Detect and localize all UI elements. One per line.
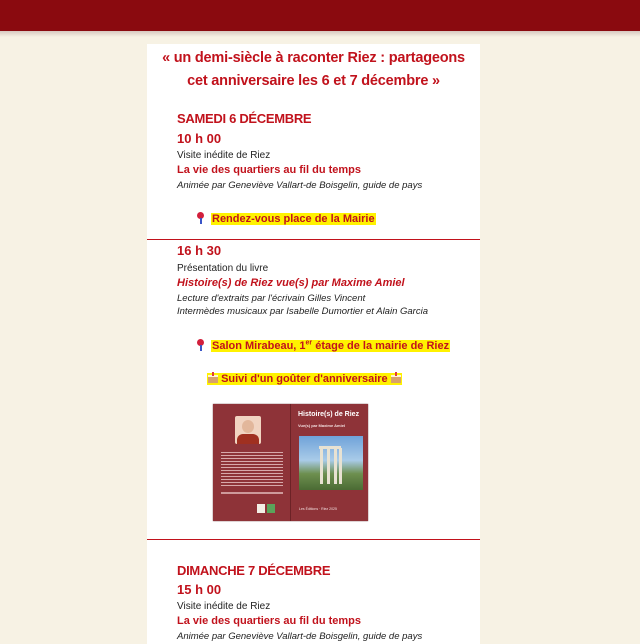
- back-cover-text: [221, 452, 283, 486]
- column: [320, 448, 323, 484]
- ruins-photo: [299, 436, 363, 490]
- author-portrait: [235, 416, 261, 444]
- column: [334, 448, 337, 484]
- book-title: Histoire(s) de Riez: [298, 411, 360, 418]
- saturday-event2-time: 16 h 30: [177, 243, 222, 258]
- section-divider: [147, 539, 480, 540]
- sunday-event1-title: La vie des quartiers au fil du temps: [177, 615, 361, 627]
- saturday-event1-location: [195, 209, 376, 227]
- book-spine: [290, 404, 291, 521]
- round-pushpin-icon: [195, 339, 205, 351]
- saturday-event1-title: La vie des quartiers au fil du temps: [177, 164, 361, 176]
- saturday-event1-location-text: Rendez-vous place de la Mairie: [212, 213, 375, 225]
- saturday-event2-location: [195, 336, 450, 354]
- saturday-event2-extra: [207, 369, 402, 387]
- top-bar: [0, 0, 640, 31]
- section-divider: [147, 239, 480, 240]
- headline-line-2: cet anniversaire les 6 et 7 décembre »: [187, 73, 440, 89]
- birthday-cake-icon: [391, 372, 401, 383]
- saturday-event1-time: 10 h 00: [177, 131, 222, 146]
- saturday-event2-title: Histoire(s) de Riez vue(s) par Maxime Amiel: [177, 277, 405, 289]
- saturday-event1-kind: Visite inédite de Riez: [177, 150, 271, 161]
- saturday-event1-credit: Animée par Geneviève Vallart-de Boisgelin, guide de pays: [177, 180, 423, 191]
- partner-logo: [267, 504, 275, 513]
- saturday-event2-kind: Présentation du livre: [177, 263, 269, 274]
- back-cover-text-line: [221, 492, 283, 494]
- sunday-day-heading: DIMANCHE 7 DÉCEMBRE: [177, 563, 331, 578]
- column: [327, 448, 330, 484]
- publisher-logo: [257, 504, 265, 513]
- sunday-event1-time: 15 h 00: [177, 582, 222, 597]
- saturday-event2-extra-text: Suivi d'un goûter d'anniversaire: [207, 373, 402, 385]
- saturday-event2-location-text: Salon Mirabeau, 1er étage de la mairie de Riez: [212, 339, 450, 352]
- column: [339, 448, 342, 484]
- book-publisher: Les Éditions · Riez 2025: [299, 507, 337, 511]
- headline-line-1: « un demi-siècle à raconter Riez : partageons: [162, 50, 465, 66]
- flyer-page: [147, 44, 480, 644]
- round-pushpin-icon: [195, 212, 205, 224]
- book-cover-image: [213, 404, 368, 521]
- sunday-event1-kind: Visite inédite de Riez: [177, 601, 271, 612]
- birthday-cake-icon: [208, 372, 218, 383]
- saturday-event2-credit-1: Lecture d'extraits par l'écrivain Gilles Vincent: [177, 293, 366, 304]
- book-subtitle: Vue(s) par Maxime Amiel: [298, 423, 346, 428]
- saturday-event2-credit-2: Intermèdes musicaux par Isabelle Dumortier et Alain Garcia: [177, 306, 428, 317]
- saturday-day-heading: SAMEDI 6 DÉCEMBRE: [177, 111, 312, 126]
- sunday-event1-credit: Animée par Geneviève Vallart-de Boisgelin, guide de pays: [177, 631, 423, 642]
- top-bar-shadow: [0, 31, 640, 37]
